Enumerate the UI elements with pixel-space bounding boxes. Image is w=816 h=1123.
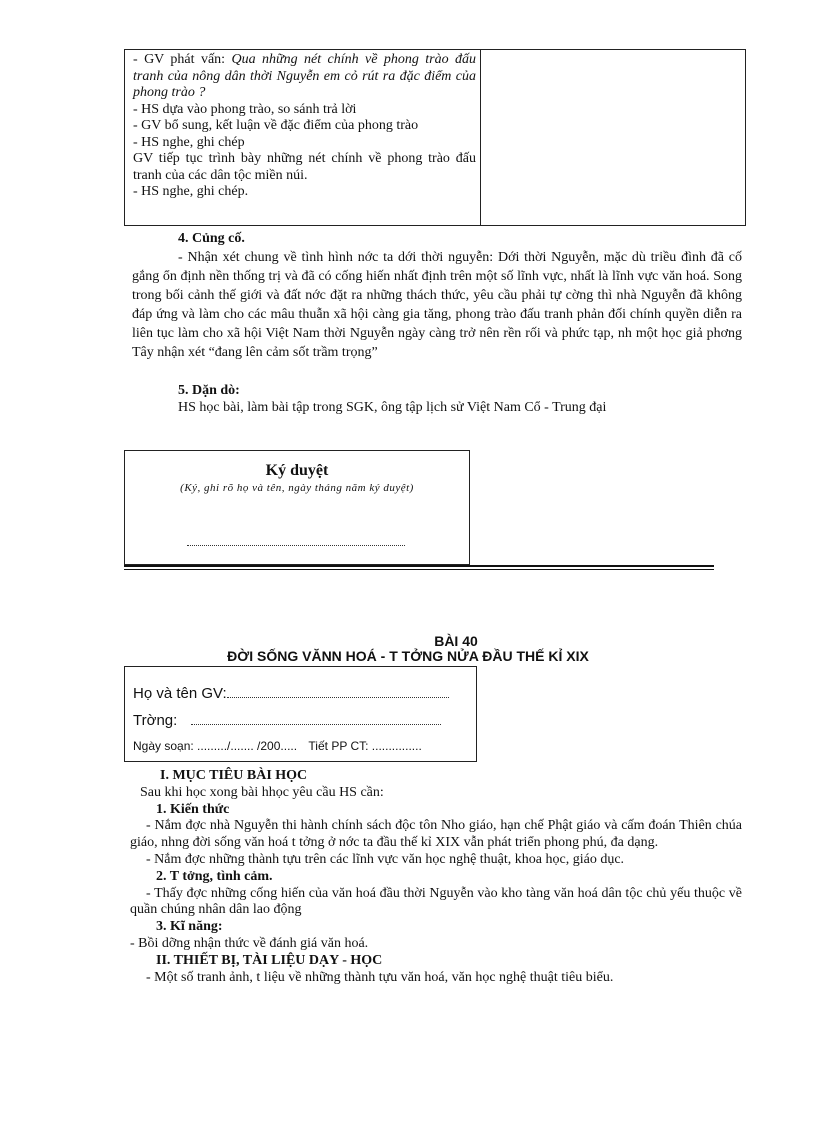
teacher-name-field[interactable] bbox=[227, 697, 449, 698]
consolidation-paragraph: - Nhận xét chung về tình hình nớc ta dới thời nguyễn: Dới thời Nguyễn, mặc dù triều đình đã cố gắng ổn định nền thống trị và đã có cống hiến nhất định trên một số lĩnh vực, nhất là lĩnh vực văn hoá. Song trong bối cảnh thế giới và đất nớc đặt ra những thách thức, yêu cầu phải tự cờng thì nhà Nguyễn đã không đáp ứng và làm cho các mâu thuẫn xã hội càng gia tăng, phong trào đấu tranh phản đối chính quyền diễn ra liên tục làm cho xã hội Việt Nam thời Nguyễn ngày càng trở nên rền rối và phức tạp, nh một học giả phơng Tây nhận xét “đang lên cảm sốt trầm trọng” bbox=[132, 250, 742, 360]
teacher-name-row bbox=[133, 685, 449, 702]
knowledge-item: - Nắm đợc nhà Nguyễn thi hành chính sách độc tôn Nho giáo, hạn chế Phật giáo và cấm đoán Thiên chúa giáo, nhng đời sống văn hoá t tởng ở nớc ta đầu thế kỉ XIX vẫn phát triển phong phú, đa dạng. bbox=[130, 818, 742, 851]
approval-subtitle: (Ký, ghi rõ họ và tên, ngày tháng năm ký duyệt) bbox=[180, 482, 414, 494]
date-label: Ngày soạn: ........./....... /200..... bbox=[133, 739, 298, 753]
activity-line: - HS nghe, ghi chép bbox=[133, 134, 245, 150]
equipment-heading: II. THIẾT BỊ, TÀI LIỆU DẠY - HỌC bbox=[156, 952, 383, 968]
homework-text: HS học bài, làm bài tập trong SGK, ông tập lịch sử Việt Nam Cổ - Trung đại bbox=[178, 400, 607, 415]
teacher-name-label: Họ và tên GV: bbox=[133, 685, 227, 702]
objectives-heading: I. MỤC TIÊU BÀI HỌC bbox=[160, 768, 308, 783]
homework-heading: 5. Dặn dò: bbox=[178, 383, 240, 398]
table-divider bbox=[480, 50, 481, 225]
teacher-question bbox=[133, 52, 476, 102]
knowledge-item: - Nắm đợc những thành tựu trên các lĩnh vực văn học nghệ thuật, khoa học, giáo dục. bbox=[146, 851, 625, 867]
objectives-section bbox=[130, 768, 742, 986]
school-field[interactable] bbox=[191, 724, 441, 725]
divider-rule-thin bbox=[124, 569, 714, 570]
activity-line: GV tiếp tục trình bày những nét chính về phong trào đấu tranh của các dân tộc miền núi. bbox=[133, 151, 476, 183]
attitude-item: - Thấy đợc những cống hiến của văn hoá đầu thời Nguyễn vào kho tàng văn hoá dân tộc chủ yếu thuộc về quần chúng nhân dân lao động bbox=[130, 885, 742, 918]
skills-heading: 3. Kĩ năng: bbox=[156, 919, 223, 935]
activity-line: - HS dựa vào phong trào, so sánh trả lời bbox=[133, 101, 357, 117]
period-label: Tiết PP CT: ............... bbox=[308, 739, 422, 753]
lesson-number: BÀI 40 bbox=[434, 633, 478, 649]
activity-cell bbox=[133, 52, 476, 201]
date-row bbox=[133, 739, 422, 753]
consolidation-heading: 4. Củng cố. bbox=[178, 231, 245, 246]
knowledge-heading: 1. Kiến thức bbox=[156, 801, 230, 817]
activity-line: - GV bổ sung, kết luận về đặc điểm của phong trào bbox=[133, 118, 419, 133]
activity-table bbox=[124, 49, 746, 226]
approval-box bbox=[124, 450, 470, 565]
signature-line bbox=[187, 545, 405, 546]
approval-title: Ký duyệt bbox=[265, 462, 329, 479]
skills-item: - Bồi dỡng nhận thức về đánh giá văn hoá. bbox=[130, 935, 369, 951]
question-text: Qua những nét chính về phong trào đấu tranh của nông dân thời Nguyễn em cỏ rút ra đặc điểm của phong trào ? bbox=[133, 52, 476, 100]
activity-line: - HS nghe, ghi chép. bbox=[133, 184, 249, 199]
attitude-heading: 2. T tởng, tình cảm. bbox=[156, 868, 273, 884]
school-label: Trờng: bbox=[133, 712, 178, 729]
teacher-info-box bbox=[124, 666, 477, 762]
objectives-intro: Sau khi học xong bài hhọc yêu cầu HS cần: bbox=[140, 784, 384, 800]
equipment-item: - Một số tranh ảnh, t liệu về những thành tựu văn hoá, văn học nghệ thuật tiêu biểu. bbox=[146, 969, 614, 985]
lesson-title: ĐỜI SỐNG VĂNN HOÁ - T TỞNG NỬA ĐẦU THẾ KỈ XIX bbox=[227, 648, 589, 664]
question-prefix: - GV phát vấn: bbox=[133, 52, 232, 67]
divider-rule bbox=[124, 565, 714, 567]
school-row bbox=[133, 712, 441, 729]
